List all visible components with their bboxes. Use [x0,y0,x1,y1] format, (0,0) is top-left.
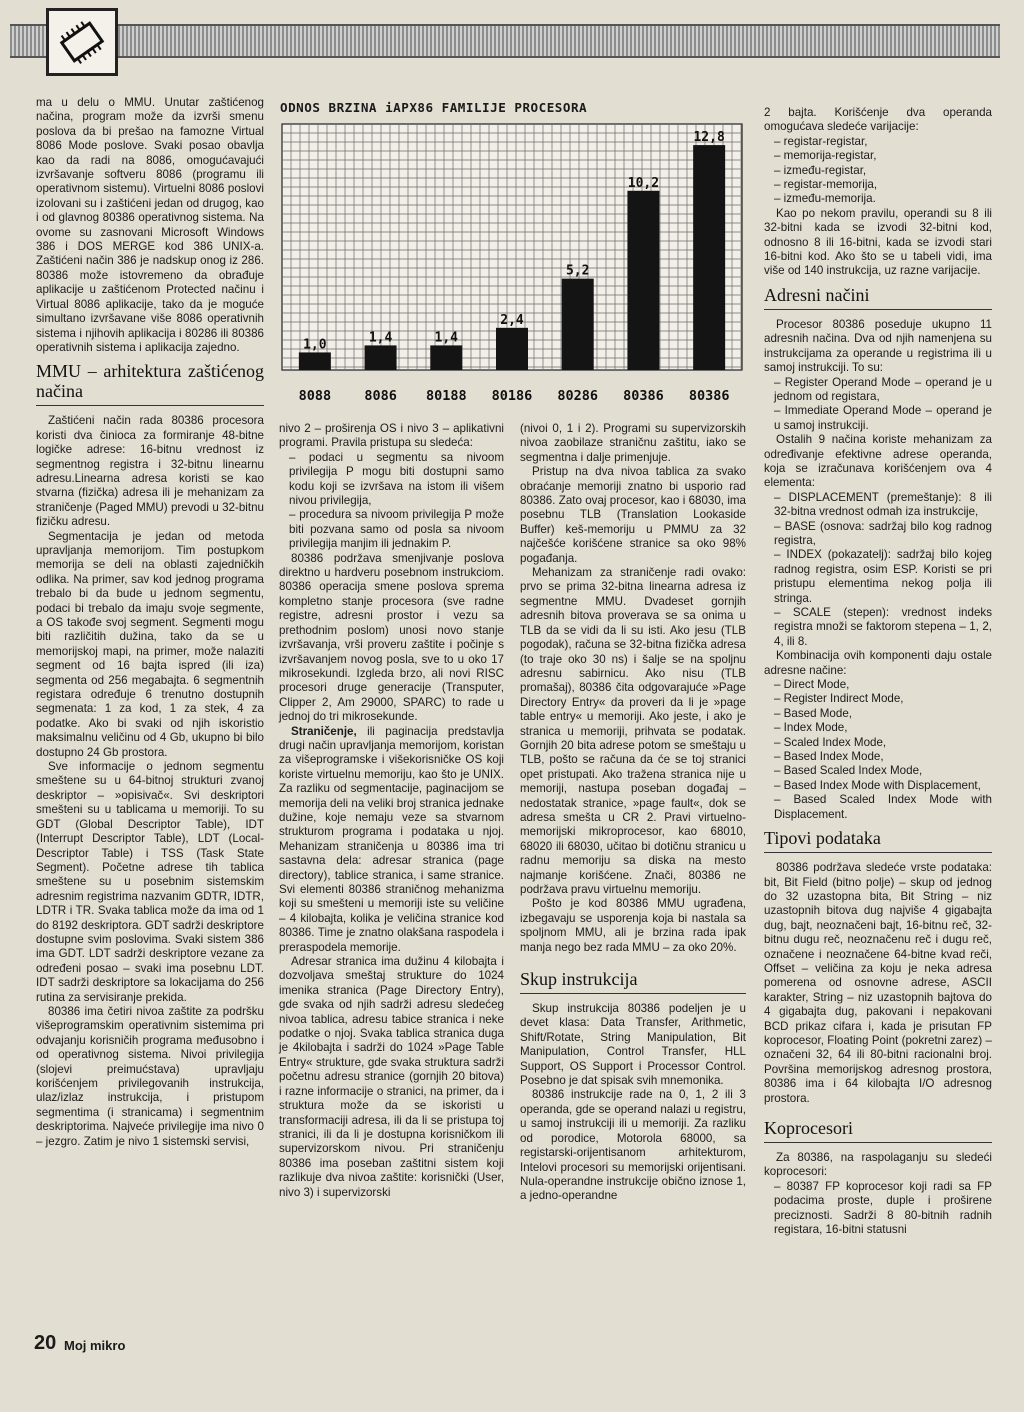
section-heading-koprocesori: Koprocesori [764,1118,992,1143]
tick-label: 80286 [557,388,599,404]
tick-label: 80386 [688,388,730,404]
tick-label: 8088 [298,388,332,404]
list-item: – između-memorija. [774,192,876,206]
col4-element-base: – BASE (osnova: sadržaj bilo kog radnog registra, [774,519,992,547]
addressing-mode-list [764,678,992,822]
bar-80286 [562,279,594,370]
list-item: – Register Indirect Mode, [774,692,904,706]
col3-paragraph-2: Pristup na dva nivoa tablica za svako obraćanje memoriji znatno bi usporio rad 80386. Zato ovaj procesor, kao i 68030, ima posebnu TLB (Translation Lookaside Buffer) keš-memoriju u PMMU za 32 najčešće korišćene stranice sa oko 98% pogađanja. [520,465,746,565]
col3-paragraph-3: Mehanizam za straničenje radi ovako: prvo se prima 32-bitna linearna adresa iz segmentne MMU. Dvadeset gornjih adresnih bitova proverava se sa onima u TLB da se vidi da li su isti. Ako jesu (TLB pogodak), računa se 32-bitna fizička adresa (to traje oko 30 ns) i šalje se na spoljnu adresnu sabirnicu. Ako nisu (TLB promašaj), 80386 čita odgovarajuće »Page Directory Entry« da proveri da li je »page table entry« u memoriji. Ako jeste, i ako je stranica u memoriji, prihvata se podatak. Gornjih 20 bita adrese potom se smeštaju u TLB, pošto se računa da će se toj stranici opet pristupati. Ako tražena stranica nije u memoriji, nastupa poseban događaj – nedostatak stranice, »page fault«, dok se adresa smešta u CR 2. Pravi virtuelno-memorijski mikroprocesor, kao 68010, 68020 ili 68030, učitao bi dotičnu stranicu u radnu memoriju sa diska na mesto najmanje korišćene. Znači, 80386 ne podržava pravu virtuelnu memoriju. [520,566,746,896]
section-heading-skup-instrukcija: Skup instrukcija [520,969,746,994]
data-label: 5,2 [565,263,590,279]
col2-lead-stranicenje: Straničenje, [291,724,357,738]
list-item: – Based Index Mode with Displacement, [774,778,981,792]
bar-8088 [299,352,331,370]
col4-element-displacement: – DISPLACEMENT (premeštanje): 8 ili 32-bitna vrednost odmah iza instrukcije, [774,490,992,519]
col3-paragraph-5: Skup instrukcija 80386 podeljen je u devet klasa: Data Transfer, Arithmetic, Shift/Rotate, String Manipulation, Bit Manipulation, Control Transfer, HLL Support, OS Support i Processor Control. Posebno je dat spisak svih mnemonika. [520,1002,746,1088]
column-4 [764,106,992,1237]
col4-paragraph-3: Procesor 80386 poseduje ukupno 11 adresnih načina. Dva od njih namenjena su instrukcijama za operande u registrima ili u samoj instrukciji. To su: [764,317,992,375]
col1-paragraph-2: Zaštićeni način rada 80386 procesora koristi dva činioca za formiranje 48-bitne logičke adrese: 16-bitnu vrednost iz segmentnog registra i 32-bitnu linearnu adresu.Linearna adresa koristi se kao stvarna (fizička) adresa ili je mehanizam za straničenje (Paged MMU) prevodi u 32-bitnu fizičku adresu. [36,414,264,529]
col4-paragraph-1: 2 bajta. Korišćenje dva operanda omogućava sledeće varijacije: [764,106,992,134]
section-heading-tipovi-podataka: Tipovi podataka [764,828,992,853]
chart-plot [272,96,752,414]
data-label: 1,4 [368,330,393,346]
col1-paragraph-3: Segmentacija je jedan od metoda upravljanja memorijom. Tim postupkom memorija se deli na oblasti zajedničkih odlika. Na primer, sav kod jednog programa trebalo bi da bude u jednom segmentu, podaci bi trebalo da imaju svoje segmente, a OS takođe svoj segment. Segmenti mogu biti različitih dužina, tako da se u memorijskoj mapi, na primer, može nalaziti segment od 16 bajta ispred (ili iza) segmenta od 256 megabajta. 6 segmentnih registara određuje 6 trenutno dostupnih segmenata: 1 za kod, 1 za stek, 4 za podatke. Ako bi svaki od njih iskoristio maksimalnu veličinu od 4 Gb, ukupno bi bilo dostupno 24 Gb prostora. [36,529,264,759]
data-label: 2,4 [500,312,524,328]
col3-paragraph-4: Pošto je kod 80386 MMU ugrađena, izbegavaju se usporenja koja bi nastala sa spoljnom MMU, ali je brzina rada ipak manja nego bez rada MMU – za oko 20%. [520,897,746,954]
bar-80188 [430,345,462,370]
list-item: – Direct Mode, [774,678,850,692]
tick-label: 80188 [425,388,467,404]
col2-paragraph-2: 80386 podržava smenjivanje poslova direktno u hardveru posebnom instrukciom. 80386 operacija smene poslova sprema kompletno stanje procesora (sve radne registre, adresni prostor i vezu sa prethodnim poslom) unosi novo stanje izvršavanja, vrši proveru zaštite i počinje s izvršavanjem novog posla, sve to u oko 17 mikrosekundi. Izgleda brzo, ali novi RISC procesori druge generacije (Transputer, Clipper 2, Am 29000, SPARC) to rade u jednoj do tri mikrosekunde. [279,551,504,724]
col2-paragraph-1: nivo 2 – proširenja OS i nivo 3 – aplikativni programi. Pravila pristupa su sledeća: [279,422,504,450]
data-label: 1,0 [303,337,327,353]
col4-paragraph-5: Kombinacija ovih komponenti daju ostale adresne načine: [764,649,992,677]
section-heading-adresni-nacini: Adresni načini [764,285,992,310]
col4-coprocessor-80387: – 80387 FP koprocesor koji radi sa FP podacima proste, duple i proširene preciznosti. Sadrži 8 80-bitnih radnih registara, 16-bitni statusni [774,1179,992,1237]
page-number: 20 [34,1332,57,1354]
data-label: 1,4 [434,330,459,346]
list-item: – registar-memorija, [774,178,878,192]
col4-mode-immediate-operand: – Immediate Operand Mode – operand je u samoj instrukciji. [774,404,992,432]
col2-rule-2: – procedura sa nivoom privilegija P može biti pozvana samo od posla sa nivoom privilegija manjim ili jednakim P. [289,508,504,551]
operand-variation-list [764,135,992,207]
bar-80386 [693,145,725,370]
column-3 [520,422,746,1204]
list-item: – Based Scaled Index Mode, [774,764,923,778]
col1-paragraph-1: ma u delu o MMU. Unutar zaštićenog načina, program može da izvrši smenu poslova da bi prešao na famozne Virtual 8086 Mode poslove. Svaki posao obavlja kao da radi na 8086, omogućavajući izvršavanje softveru 8086 (programu ili operativnom sistemu). Virtuelni 8086 poslovi izolovani su i zaštićeni jedan od drugog, kao i od glavnog 80386 operativnog sistema. Na ovome su zasnovani Microsoft Windows 386 i DOS MERGE kod 386 UNIX-a. Zaštićeni način 386 je nadskup onog iz 286. 80386 može istovremeno da obrađuje aplikacije u zaštićenom Protected načinu i Virtual 8086 aplikacije, tako da je moguće simultano izvršavane više 8086 operativnih sistema i njihovih aplikacija i 80286 ili 80386 operativnih sistema i aplikacija zajedno. [36,96,264,354]
list-item: – Based Scaled Index Mode with Displacement. [774,793,992,821]
chip-icon [49,11,115,73]
col3-paragraph-6: 80386 instrukcije rade na 0, 1, 2 ili 3 operanda, gde se operand nalazi u registru, u samoj instrukciji ili u memoriji. Za razliku od porodice, Motorola 68000, sa registarski-orijentisanom arhitekturom, Intelovi procesori su memorijski orijentisani. Nula-operandne instrukcije obično iznose 1, a jedno-operandne [520,1088,746,1203]
column-1 [36,96,264,1149]
bar-80386 [627,191,659,370]
col2-paragraph-3-text: ili paginacija predstavlja drugi način upravljanja memorijom, koristan za višeprogramske i višekorisničke OS koji koriste virtuelnu memoriju, kao što je UNIX. Za razliku od segmentacije, paginacijom se memorija deli na veliki broj stranica jednake dužine, koje nemaju veze sa stvarnom strukturom programa i podataka u njoj. Mehanizam straničenja u 80386 ima tri sastavna dela: adresar stranica (page directory), tablice stranica, i same stranice. Svi elementi 80386 straničnog mehanizma koji su smešteni u memoriji iste su veličine – 4 kilobajta, kolika je veličina stranice kod 80386. Time je znatno olakšana raspodela i preraspodela memorije. [279,724,504,954]
list-item: – memorija-registar, [774,149,877,163]
list-item: – registar-registar, [774,134,868,148]
column-2 [279,422,504,1200]
col1-paragraph-4: Sve informacije o jednom segmentu smeštene su u 64-bitnoj strukturi zvanoj deskriptor – »opisivač«. Svi deskriptori smešteni su u tablicama u memoriji. To su GDT (Global Descriptor Table), IDT (Interrupt Descriptor Table), LDT (Local-Descriptor Table) i TSS (Task State Segment). Početne adrese tih tablica smeštene su u posebnim sistemskim adresnim registrima nazvanim GDTR, IDTR, LDTR i TR. Svaka tablica može da ima od 1 do 8192 deskriptora. GDT sadrži deskriptore dostupne svim poslovima. Svaki sistem 386 ima GDT. LDT sadrži deskriptore vezane za određeni posao – svaki ima posebnu LDT. IDT sadrži deskriptore sa lokacijama do 256 rutina za servisiranje prekida. [36,760,264,1004]
list-item: – Scaled Index Mode, [774,735,887,749]
tick-label: 80186 [491,388,533,404]
col4-paragraph-6: 80386 podržava sledeće vrste podataka: bit, Bit Field (bitno polje) – skup od jednog do 32 uzastopna bita, Bit String – niz uzastopnih bitova dug najviše 4 gigabajta dug, bajt, neoznačeni bajt, 16-bitnu reč, 32-bitnu dugu reč, neoznačenu reč i dugu reč, označene i neoznačene 64-bitne kvad reči, Offset – veličina za koju je neka adresa pomerena od osnovne adrese, ASCII karakter, String – niz uzastopnih bajtova do 4 gigabajta dug, pakovani i nepakovani BCD prikaz cifara i, kada je prisutan FP koprocesor, Floating Point (pokretni zarez) – označeni 32, 64 ili 80-bitni racionalni broj. Površina memorijskog adresnog prostora, 80386 ima i 64 kilobajta I/O adresnog prostora. [764,861,992,1105]
col4-element-scale: – SCALE (stepen): vrednost indeks registra množi se faktorom stepena – 1, 2, 4, ili 8. [774,606,992,648]
col4-element-index: – INDEX (pokazatelj): sadržaj bilo kojeg radnog registra, osim ESP. Koristi se pri pristupu elementima nekog polja ili stringa. [774,548,992,605]
list-item: – Based Index Mode, [774,750,884,764]
magazine-name: Moj mikro [64,1338,126,1353]
col4-paragraph-7: Za 80386, na raspolaganju su sledeći koprocesori: [764,1151,992,1179]
tick-label: 8086 [364,388,397,404]
bar-80186 [496,328,528,370]
col2-paragraph-4: Adresar stranica ima dužinu 4 kilobajta i dozvoljava smeštaj strukture do 1024 imenika stranica (Page Directory Entry), gde svaka od njih sadrži adresu sledećeg nivoa tablica, adresu tabice stranica i neke podatke o njoj. Svaka tablica stranica duga je 4kilobajta i sadrži do 1024 »Page Table Entry« strukture, gde svaka struktura sadrži početnu adresu stranice (gornjih 20 bitova) i razne informacije o stranici, na primer, da i struktura može da se iskoristi u transformaciji adresa, ili da li se pristupa toj stranici, ili da li je dostupna korisničkom ili supervizorskom nivou. Pri straničenju 80386 ima poseban zaštitni sistem koji razlikuje dva nivoa zaštite: korisnički (User, nivo 3) i supervizorski [279,955,504,1199]
list-item: – Index Mode, [774,721,848,735]
section-heading-mmu: MMU – arhitektura zaštićenog načina [36,361,264,406]
list-item: – između-registar, [774,163,867,177]
chart-title: ODNOS BRZINA iAPX86 FAMILIJE PROCESORA [280,100,588,115]
col4-mode-register-operand: – Register Operand Mode – operand je u jednom od registara, [774,375,992,403]
tick-label: 80386 [623,388,664,404]
col2-paragraph-3 [279,725,504,956]
col4-paragraph-2: Kao po nekom pravilu, operandi su 8 ili 32-bitni kada se izvodi 32-bitni kod, odnosno 8 ili 16-bitni, kada se izvodi stari 16-bitni kod. Ako što se u tabeli vidi, ima više od 140 instrukcija, uz razne varijacije. [764,206,992,278]
bar-8086 [365,345,397,370]
col3-paragraph-1: (nivoi 0, 1 i 2). Programi su supervizorskih nivoa zaobilaze straničnu zaštitu, iako se segmentna i dalje primenjuje. [520,422,746,464]
chip-icon-box [46,8,118,76]
header-band [10,24,1000,58]
data-label: 12,8 [693,130,725,146]
data-label: 10,2 [627,175,660,191]
col1-paragraph-5: 80386 ima četiri nivoa zaštite za podršku višeprogramskim operativnim sistemima pri odvajanju korisničih programa međusobno i od operativnog sistema. Nivoi privilegija (slojevi preimućstava) upravljaju korišćenjem privilegovanih instrukcija, ulaz/izlaz instrukcija, i pristupom segmentima (i stranicama) i segmentnim deskriptorima. Najveće privilegije ima nivo 0 – jezgro. Zatim je nivo 1 sistemski servisi, [36,1004,264,1148]
col4-paragraph-4: Ostalih 9 načina koriste mehanizam za određivanje efektivne adrese operanda, koja se izračunava korišćenjem ova 4 elementa: [764,433,992,490]
col2-rule-1: – podaci u segmentu sa nivoom privilegija P mogu biti dostupni samo kodu koji se izvršava na istom ili višem nivou privilegija, [289,450,504,508]
list-item: – Based Mode, [774,706,852,720]
speed-chart [272,96,752,414]
